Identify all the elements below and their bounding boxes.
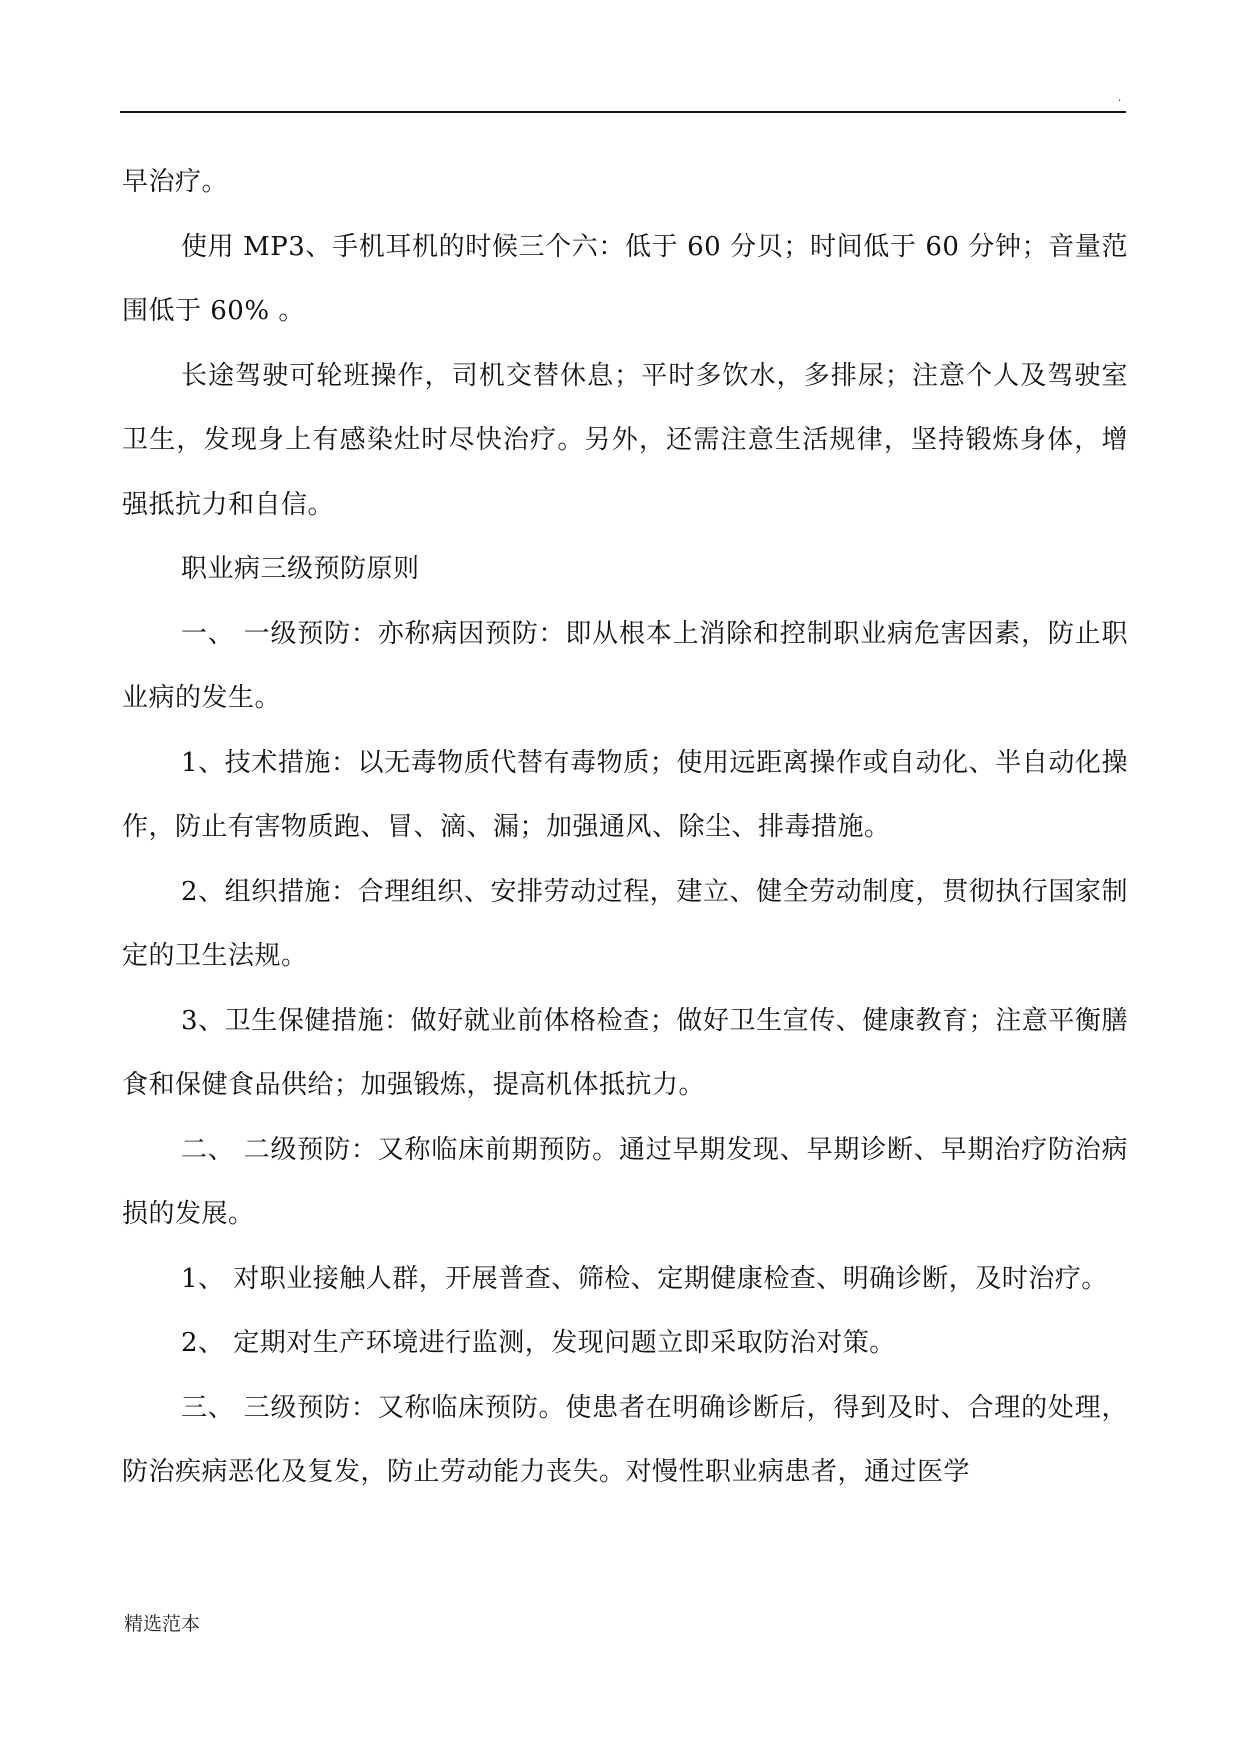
- header-rule: [120, 111, 1126, 113]
- header-mark: .: [1118, 93, 1122, 104]
- paragraph: 1、 对职业接触人群，开展普查、筛检、定期健康检查、明确诊断，及时治疗。: [181, 1263, 1108, 1294]
- paragraph: 一、 一级预防：亦称病因预防：即从根本上消除和控制职业病危害因素，防止职业病的发生。: [122, 618, 1128, 713]
- section-heading: 职业病三级预防原则: [181, 554, 420, 584]
- paragraph: 二、 二级预防：又称临床前期预防。通过早期发现、早期诊断、早期治疗防治病损的发展。: [122, 1134, 1128, 1229]
- paragraph: 早治疗。: [122, 167, 229, 197]
- paragraph: 使用 MP3、手机耳机的时候三个六：低于 60 分贝；时间低于 60 分钟；音量范围低于 60% 。: [122, 231, 1128, 326]
- paragraph: 长途驾驶可轮班操作，司机交替休息；平时多饮水，多排尿；注意个人及驾驶室卫生，发现身上有感染灶时尽快治疗。另外，还需注意生活规律，坚持锻炼身体，增强抵抗力和自信。: [122, 360, 1128, 520]
- paragraph: 2、组织措施：合理组织、安排劳动过程，建立、健全劳动制度，贯彻执行国家制定的卫生法规。: [122, 876, 1128, 971]
- paragraph: 2、 定期对生产环境进行监测，发现问题立即采取防治对策。: [181, 1328, 896, 1358]
- paragraph: 3、卫生保健措施：做好就业前体格检查；做好卫生宣传、健康教育；注意平衡膳食和保健食品供给；加强锻炼，提高机体抵抗力。: [122, 1005, 1128, 1100]
- paragraph: 1、技术措施：以无毒物质代替有毒物质；使用远距离操作或自动化、半自动化操作，防止有害物质跑、冒、滴、漏；加强通风、除尘、排毒措施。: [122, 747, 1128, 842]
- document-body: [122, 150, 1128, 1505]
- footer-label: 精选范本: [124, 1613, 201, 1635]
- paragraph: 三、 三级预防：又称临床预防。使患者在明确诊断后，得到及时、合理的处理，防治疾病恶化及复发，防止劳动能力丧失。对慢性职业病患者，通过医学: [122, 1392, 1128, 1487]
